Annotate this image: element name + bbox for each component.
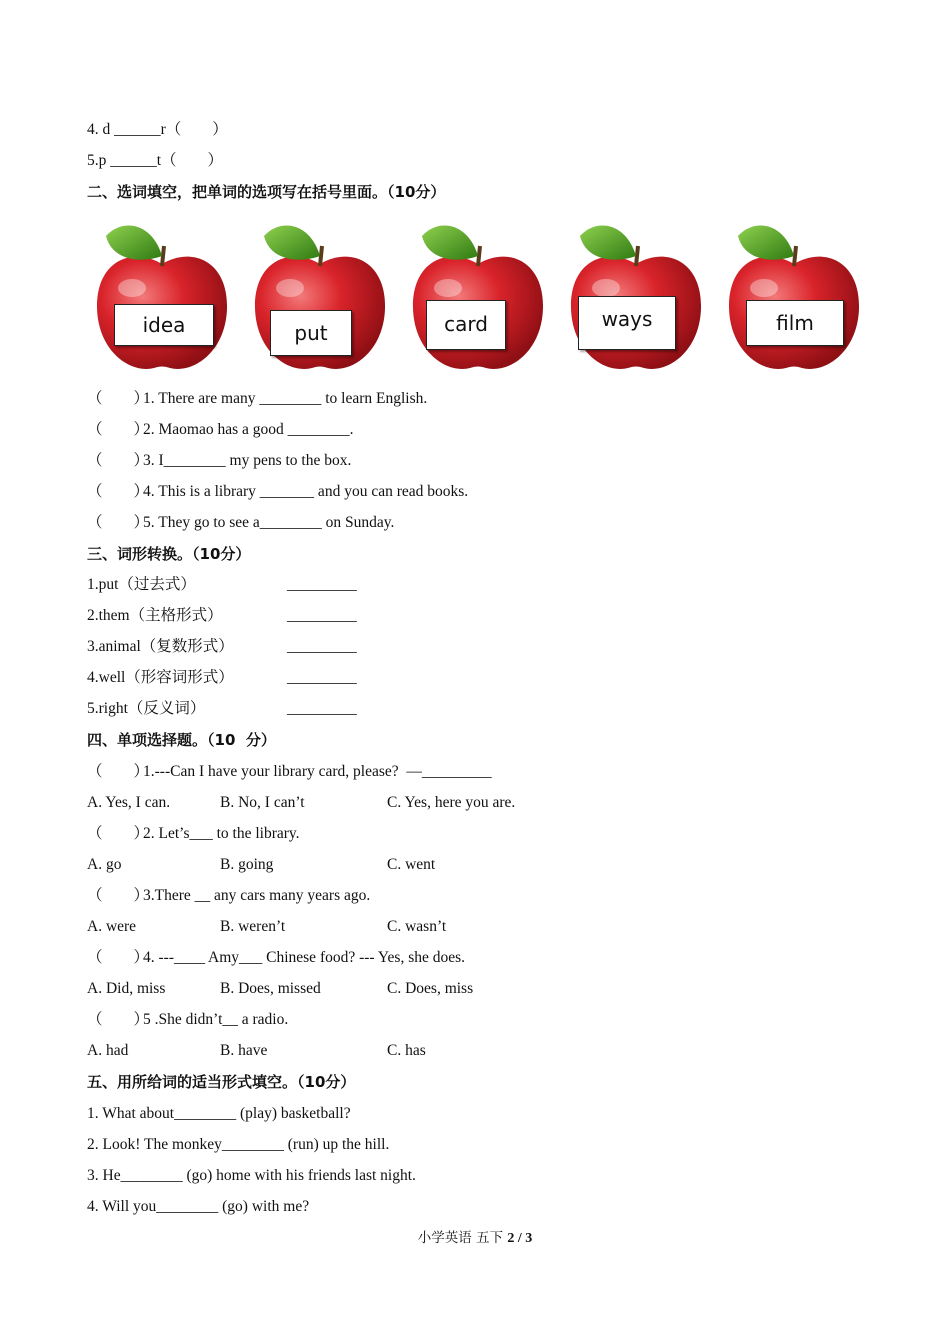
answer-paren: （ ）: [87, 483, 150, 500]
apple-card-put: [250, 216, 390, 376]
page-footer: [0, 1226, 950, 1247]
mc-option: C. went: [387, 856, 436, 873]
apple-icon: [724, 216, 864, 376]
verb-form-item-4: 4. Will you________ (go) with me?: [87, 1198, 310, 1215]
word-box: ways: [578, 296, 676, 350]
mc-option: B. weren’t: [220, 918, 286, 935]
verb-form-item-1: 1. What about________ (play) basketball?: [87, 1105, 351, 1122]
apple-word-bank: [92, 216, 872, 378]
mc-question-5: [87, 1010, 288, 1030]
apple-card-ways: [566, 216, 706, 376]
mc-option: B. No, I can’t: [220, 794, 305, 811]
page-number: 2: [507, 1231, 515, 1246]
mc-question-1: [87, 762, 492, 782]
fill-item-2: [87, 420, 354, 440]
answer-paren: （ ）: [87, 452, 150, 469]
answer-paren: （ ）: [87, 825, 150, 842]
mc-question-2: [87, 824, 300, 844]
section3-heading: 三、词形转换。（10分）: [87, 545, 251, 563]
fill-item-5: [87, 513, 394, 533]
mc-question-text: 1.---Can I have your library card, please? —_________: [143, 763, 492, 780]
fill-item-4: [87, 482, 468, 502]
mc-question-text: 3.There __ any cars many years ago.: [143, 887, 371, 904]
fill-item-text: 4. This is a library _______ and you can read books.: [143, 483, 469, 500]
fill-item-text: 1. There are many ________ to learn English.: [143, 390, 428, 407]
spelling-item-4: 4. d ______r（ ）: [87, 121, 228, 138]
mc-question-text: 2. Let’s___ to the library.: [143, 825, 300, 842]
transform-item-5: 5.right（反义词）: [87, 700, 206, 717]
word-box: card: [426, 300, 506, 350]
apple-card-card: [408, 216, 548, 376]
fill-item-text: 2. Maomao has a good ________.: [143, 421, 354, 438]
mc-question-text: 5 .She didn’t__ a radio.: [143, 1011, 289, 1028]
answer-paren: （ ）: [87, 763, 150, 780]
mc-option: B. Does, missed: [220, 980, 321, 997]
section5-heading: 五、用所给词的适当形式填空。（10分）: [87, 1073, 356, 1091]
apple-card-idea: [92, 216, 232, 376]
apple-icon: [408, 216, 548, 376]
word-box: idea: [114, 304, 214, 346]
mc-option: B. have: [220, 1042, 268, 1059]
word-box: film: [746, 300, 844, 346]
mc-option: A. Did, miss: [87, 980, 166, 997]
mc-option: B. going: [220, 856, 274, 873]
verb-form-item-2: 2. Look! The monkey________ (run) up the hill.: [87, 1136, 390, 1153]
answer-paren: （ ）: [87, 421, 150, 438]
footer-label: 小学英语 五下: [417, 1230, 508, 1246]
mc-option: C. has: [387, 1042, 426, 1059]
answer-paren: （ ）: [87, 1011, 150, 1028]
mc-option: C. Does, miss: [387, 980, 474, 997]
spelling-item-5: 5.p ______t（ ）: [87, 152, 224, 169]
fill-item-text: 5. They go to see a________ on Sunday.: [143, 514, 395, 531]
mc-option: A. were: [87, 918, 137, 935]
answer-paren: （ ）: [87, 887, 150, 904]
answer-paren: （ ）: [87, 514, 150, 531]
transform-item-1: 1.put（过去式）: [87, 576, 196, 593]
mc-question-4: [87, 948, 465, 968]
fill-item-3: [87, 451, 351, 471]
section2-heading: 二、选词填空，把单词的选项写在括号里面。（10分）: [87, 183, 446, 201]
answer-paren: （ ）: [87, 949, 150, 966]
mc-option: A. Yes, I can.: [87, 794, 171, 811]
mc-option: C. Yes, here you are.: [387, 794, 516, 811]
transform-item-3: 3.animal（复数形式）: [87, 638, 234, 655]
mc-question-text: 4. ---____ Amy___ Chinese food? --- Yes, she does.: [143, 949, 466, 966]
transform-blank: _________: [287, 607, 357, 624]
transform-blank: _________: [287, 576, 357, 593]
answer-paren: （ ）: [87, 390, 150, 407]
fill-item-1: [87, 389, 427, 409]
apple-icon: [92, 216, 232, 376]
apple-card-film: [724, 216, 864, 376]
transform-item-2: 2.them（主格形式）: [87, 607, 223, 624]
transform-blank: _________: [287, 700, 357, 717]
mc-option: A. had: [87, 1042, 129, 1059]
page-total: 3: [525, 1231, 533, 1246]
word-box: put: [270, 310, 352, 356]
mc-question-3: [87, 886, 370, 906]
mc-option: A. go: [87, 856, 122, 873]
mc-option: C. wasn’t: [387, 918, 447, 935]
fill-item-text: 3. I________ my pens to the box.: [143, 452, 352, 469]
verb-form-item-3: 3. He________ (go) home with his friends last night.: [87, 1167, 416, 1184]
transform-blank: _________: [287, 638, 357, 655]
transform-blank: _________: [287, 669, 357, 686]
page-separator: /: [514, 1231, 526, 1246]
transform-item-4: 4.well（形容词形式）: [87, 669, 234, 686]
section4-heading: 四、单项选择题。（10 分）: [87, 731, 276, 749]
